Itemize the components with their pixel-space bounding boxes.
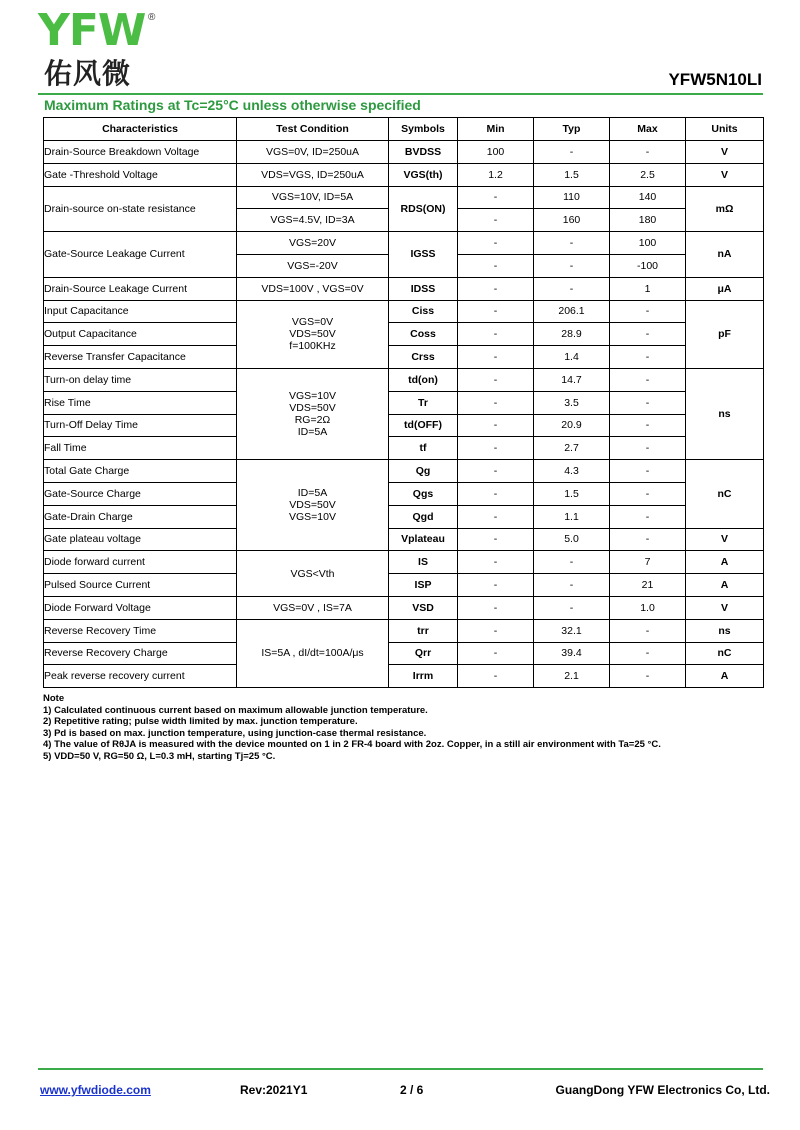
symbol-cell: Vplateau [389,528,458,551]
table-row [44,300,764,323]
page-number: 2 / 6 [400,1083,424,1097]
characteristic-cell: Output Capacitance [44,323,237,346]
min-cell: - [458,414,534,437]
typ-cell: 4.3 [534,460,610,483]
min-cell: - [458,232,534,255]
characteristic-cell: Reverse Recovery Charge [44,642,237,665]
min-cell: - [458,528,534,551]
typ-cell: 2.1 [534,665,610,688]
typ-cell: 39.4 [534,642,610,665]
logo-chinese-name: 佑风微 [44,57,132,90]
unit-cell: A [686,665,764,688]
max-cell: 100 [610,232,686,255]
min-cell: 1.2 [458,163,534,186]
header-typ: Typ [534,118,610,141]
min-cell: - [458,482,534,505]
min-cell: - [458,186,534,209]
table-row [44,528,764,551]
table-row [44,414,764,437]
typ-cell: - [534,232,610,255]
table-row [44,642,764,665]
table-row [44,619,764,642]
typ-cell: - [534,551,610,574]
notes-section [43,693,661,762]
max-cell: - [610,482,686,505]
header-test-condition: Test Condition [237,118,389,141]
header-characteristics: Characteristics [44,118,237,141]
characteristic-cell: Rise Time [44,391,237,414]
table-row [44,391,764,414]
typ-cell: - [534,277,610,300]
ratings-table [43,117,764,688]
table-row [44,346,764,369]
unit-cell: V [686,141,764,164]
unit-cell: nC [686,642,764,665]
table-row [44,368,764,391]
min-cell: - [458,254,534,277]
symbol-cell: Qg [389,460,458,483]
characteristic-cell: Fall Time [44,437,237,460]
unit-cell: μA [686,277,764,300]
table-row [44,277,764,300]
unit-cell: V [686,528,764,551]
notes-heading: Note [43,693,65,704]
symbol-cell: Irrm [389,665,458,688]
min-cell: - [458,323,534,346]
max-cell: 21 [610,574,686,597]
min-cell: - [458,642,534,665]
max-cell: 2.5 [610,163,686,186]
table-row [44,551,764,574]
company-name: GuangDong YFW Electronics Co, Ltd. [555,1083,770,1097]
max-cell: - [610,642,686,665]
symbol-cell: VGS(th) [389,163,458,186]
symbol-cell: IGSS [389,232,458,278]
typ-cell: 1.1 [534,505,610,528]
table-row [44,232,764,255]
characteristic-cell: Drain-Source Breakdown Voltage [44,141,237,164]
revision-label: Rev:2021Y1 [240,1083,308,1097]
symbol-cell: td(OFF) [389,414,458,437]
note-item: 4) The value of RθJA is measured with the device mounted on 1 in 2 FR-4 board with 2oz. Copper, in a still air environment with Ta=25 °C. [43,739,661,750]
characteristic-cell: Gate plateau voltage [44,528,237,551]
symbol-cell: Tr [389,391,458,414]
characteristic-cell: Gate-Source Charge [44,482,237,505]
typ-cell: 3.5 [534,391,610,414]
table-row [44,437,764,460]
symbol-cell: tf [389,437,458,460]
characteristic-cell: Peak reverse recovery current [44,665,237,688]
max-cell: 1 [610,277,686,300]
test-condition-cell: VDS=VGS, ID=250uA [237,163,389,186]
characteristic-cell: Gate-Source Leakage Current [44,232,237,278]
symbol-cell: IS [389,551,458,574]
part-number: YFW5N10LI [668,70,762,89]
symbol-cell: Qgs [389,482,458,505]
characteristic-cell: Drain-source on-state resistance [44,186,237,232]
min-cell: - [458,209,534,232]
typ-cell: 160 [534,209,610,232]
typ-cell: - [534,574,610,597]
table-row [44,505,764,528]
unit-cell: nC [686,460,764,528]
test-condition-cell: ID=5A VDS=50V VGS=10V [237,460,389,551]
test-condition-cell: VGS=10V VDS=50V RG=2Ω ID=5A [237,368,389,459]
min-cell: - [458,368,534,391]
test-condition-cell: VGS<Vth [237,551,389,597]
header-units: Units [686,118,764,141]
typ-cell: - [534,141,610,164]
unit-cell: mΩ [686,186,764,232]
header-max: Max [610,118,686,141]
table-row [44,163,764,186]
symbol-cell: Qgd [389,505,458,528]
characteristic-cell: Input Capacitance [44,300,237,323]
unit-cell: A [686,574,764,597]
characteristic-cell: Gate -Threshold Voltage [44,163,237,186]
characteristic-cell: Drain-Source Leakage Current [44,277,237,300]
test-condition-cell: VGS=4.5V, ID=3A [237,209,389,232]
max-cell: - [610,300,686,323]
typ-cell: 32.1 [534,619,610,642]
max-cell: - [610,414,686,437]
symbol-cell: Ciss [389,300,458,323]
max-cell: - [610,368,686,391]
min-cell: - [458,665,534,688]
footer-divider [38,1068,763,1070]
max-cell: 140 [610,186,686,209]
max-cell: - [610,528,686,551]
unit-cell: ns [686,619,764,642]
typ-cell: 110 [534,186,610,209]
max-cell: - [610,323,686,346]
characteristic-cell: Gate-Drain Charge [44,505,237,528]
typ-cell: - [534,254,610,277]
table-row [44,596,764,619]
max-cell: - [610,619,686,642]
max-cell: - [610,141,686,164]
unit-cell: A [686,551,764,574]
test-condition-cell: VGS=20V [237,232,389,255]
max-cell: - [610,391,686,414]
symbol-cell: BVDSS [389,141,458,164]
logo-letters: YFW [38,5,146,56]
test-condition-cell: VGS=0V , IS=7A [237,596,389,619]
typ-cell: 14.7 [534,368,610,391]
symbol-cell: RDS(ON) [389,186,458,232]
min-cell: - [458,619,534,642]
max-cell: 1.0 [610,596,686,619]
symbol-cell: VSD [389,596,458,619]
min-cell: - [458,300,534,323]
typ-cell: 1.5 [534,482,610,505]
characteristic-cell: Diode Forward Voltage [44,596,237,619]
symbol-cell: Qrr [389,642,458,665]
unit-cell: nA [686,232,764,278]
test-condition-cell: IS=5A , dI/dt=100A/μs [237,619,389,687]
typ-cell: 28.9 [534,323,610,346]
symbol-cell: trr [389,619,458,642]
max-cell: - [610,346,686,369]
note-item: 5) VDD=50 V, RG=50 Ω, L=0.3 mH, starting Tj=25 °C. [43,750,276,762]
unit-cell: ns [686,368,764,459]
max-cell: - [610,505,686,528]
symbol-cell: IDSS [389,277,458,300]
typ-cell: 206.1 [534,300,610,323]
note-item: 3) Pd is based on max. junction temperature, using junction-case thermal resistance. [43,727,427,739]
max-cell: - [610,665,686,688]
characteristic-cell: Pulsed Source Current [44,574,237,597]
table-row [44,141,764,164]
table-row [44,482,764,505]
test-condition-cell: VGS=10V, ID=5A [237,186,389,209]
typ-cell: - [534,596,610,619]
min-cell: - [458,551,534,574]
typ-cell: 20.9 [534,414,610,437]
max-cell: - [610,460,686,483]
typ-cell: 1.5 [534,163,610,186]
min-cell: 100 [458,141,534,164]
min-cell: - [458,437,534,460]
unit-cell: V [686,596,764,619]
min-cell: - [458,346,534,369]
table-row [44,665,764,688]
note-item: 1) Calculated continuous current based on maximum allowable junction temperature. [43,704,428,716]
symbol-cell: Coss [389,323,458,346]
header-min: Min [458,118,534,141]
registered-mark-icon: ® [148,12,156,23]
table-row [44,574,764,597]
test-condition-cell: VDS=100V , VGS=0V [237,277,389,300]
table-row [44,186,764,209]
min-cell: - [458,391,534,414]
characteristic-cell: Turn-Off Delay Time [44,414,237,437]
symbol-cell: Crss [389,346,458,369]
header-symbols: Symbols [389,118,458,141]
section-title: Maximum Ratings at Tc=25°C unless otherwise specified [44,97,421,113]
characteristic-cell: Reverse Recovery Time [44,619,237,642]
test-condition-cell: VGS=-20V [237,254,389,277]
note-item: 2) Repetitive rating; pulse width limited by max. junction temperature. [43,716,358,727]
unit-cell: pF [686,300,764,368]
symbol-cell: ISP [389,574,458,597]
test-condition-cell: VGS=0V, ID=250uA [237,141,389,164]
symbol-cell: td(on) [389,368,458,391]
min-cell: - [458,596,534,619]
company-logo [38,5,158,98]
min-cell: - [458,277,534,300]
characteristic-cell: Diode forward current [44,551,237,574]
test-condition-cell: VGS=0V VDS=50V f=100KHz [237,300,389,368]
characteristic-cell: Turn-on delay time [44,368,237,391]
max-cell: 180 [610,209,686,232]
typ-cell: 2.7 [534,437,610,460]
typ-cell: 1.4 [534,346,610,369]
table-header-row [44,118,764,141]
table-row [44,460,764,483]
unit-cell: V [686,163,764,186]
table-row [44,323,764,346]
min-cell: - [458,460,534,483]
typ-cell: 5.0 [534,528,610,551]
max-cell: - [610,437,686,460]
characteristic-cell: Total Gate Charge [44,460,237,483]
min-cell: - [458,505,534,528]
website-link[interactable]: www.yfwdiode.com [40,1083,151,1097]
header-divider [38,93,763,95]
max-cell: 7 [610,551,686,574]
characteristic-cell: Reverse Transfer Capacitance [44,346,237,369]
max-cell: -100 [610,254,686,277]
min-cell: - [458,574,534,597]
